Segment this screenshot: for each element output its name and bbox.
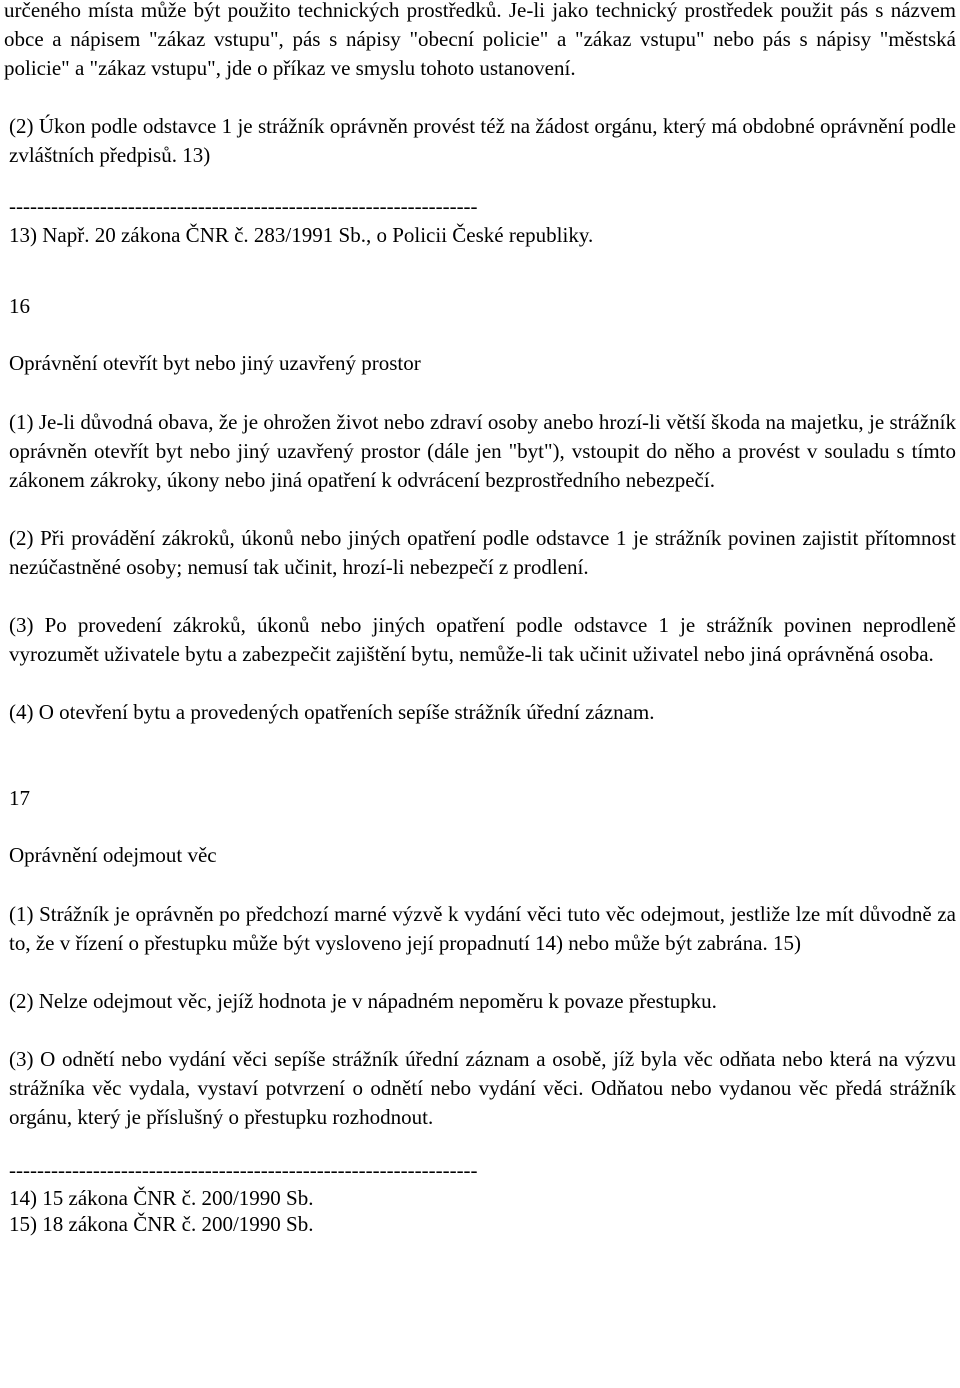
continued-paragraph: určeného místa může být použito technických prostředků. Je-li jako technický prostředek použit pás s názvem obce a nápisem "zákaz vstupu", pás s nápisy "obecní policie" a "zákaz vstupu" nebo pás s nápisy "městská policie" a "zákaz vstupu", jde o příkaz ve smyslu tohoto ustanovení. — [4, 0, 956, 80]
section-16-title: Oprávnění otevřít byt nebo jiný uzavřený prostor — [9, 351, 421, 375]
footnote-13: 13) Např. 20 zákona ČNR č. 283/1991 Sb., o Policii České republiky. — [9, 223, 594, 247]
section-16-paragraph-4: (4) O otevření bytu a provedených opatřeních sepíše strážník úřední záznam. — [9, 700, 655, 724]
section-17-title: Oprávnění odejmout věc — [9, 843, 217, 867]
footnote-15: 15) 18 zákona ČNR č. 200/1990 Sb. — [9, 1212, 314, 1236]
footnote-separator: ------------------------------------------------------------------- — [9, 1158, 478, 1182]
section-17-paragraph-1: (1) Strážník je oprávněn po předchozí marné výzvě k vydání věci tuto věc odejmout, jestliže lze mít důvodně za to, že v řízení o přestupku může být vysloveno její propadnutí 14) nebo může být zabrána. 15) — [9, 902, 956, 955]
section-16-paragraph-3: (3) Po provedení zákroků, úkonů nebo jiných opatření podle odstavce 1 je strážník povinen neprodleně vyrozumět uživatele bytu a zabezpečit zajištění bytu, nemůže-li tak učinit uživatel nebo jiná oprávněná osoba. — [9, 613, 956, 666]
footnote-separator: ------------------------------------------------------------------- — [9, 194, 478, 218]
section-17-paragraph-2: (2) Nelze odejmout věc, jejíž hodnota je v nápadném nepoměru k povaze přestupku. — [9, 989, 717, 1013]
section-16-paragraph-1: (1) Je-li důvodná obava, že je ohrožen život nebo zdraví osoby anebo hrozí-li větší škoda na majetku, je strážník oprávněn otevřít byt nebo jiný uzavřený prostor (dále jen "byt"), vstoupit do něho a provést v souladu s tímto zákonem zákroky, úkony nebo jiná opatření k odvrácení bezprostředního nebezpečí. — [9, 410, 956, 492]
document-page — [4, 0, 956, 1237]
section-16-number: 16 — [9, 294, 30, 318]
section-15-paragraph-2: (2) Úkon podle odstavce 1 je strážník oprávněn provést též na žádost orgánu, který má obdobné oprávnění podle zvláštních předpisů. 13) — [9, 114, 956, 167]
footnote-14: 14) 15 zákona ČNR č. 200/1990 Sb. — [9, 1186, 314, 1210]
section-16-paragraph-2: (2) Při provádění zákroků, úkonů nebo jiných opatření podle odstavce 1 je strážník povinen zajistit přítomnost nezúčastněné osoby; nemusí tak učinit, hrozí-li nebezpečí z prodlení. — [9, 526, 956, 579]
section-17-paragraph-3: (3) O odnětí nebo vydání věci sepíše strážník úřední záznam a osobě, jíž byla věc odňata nebo která na výzvu strážníka věc vydala, vystaví potvrzení o odnětí nebo vydání věci. Odňatou nebo vydanou věc předá strážník orgánu, který je příslušný o přestupku rozhodnout. — [9, 1047, 956, 1129]
section-17-number: 17 — [9, 786, 30, 810]
